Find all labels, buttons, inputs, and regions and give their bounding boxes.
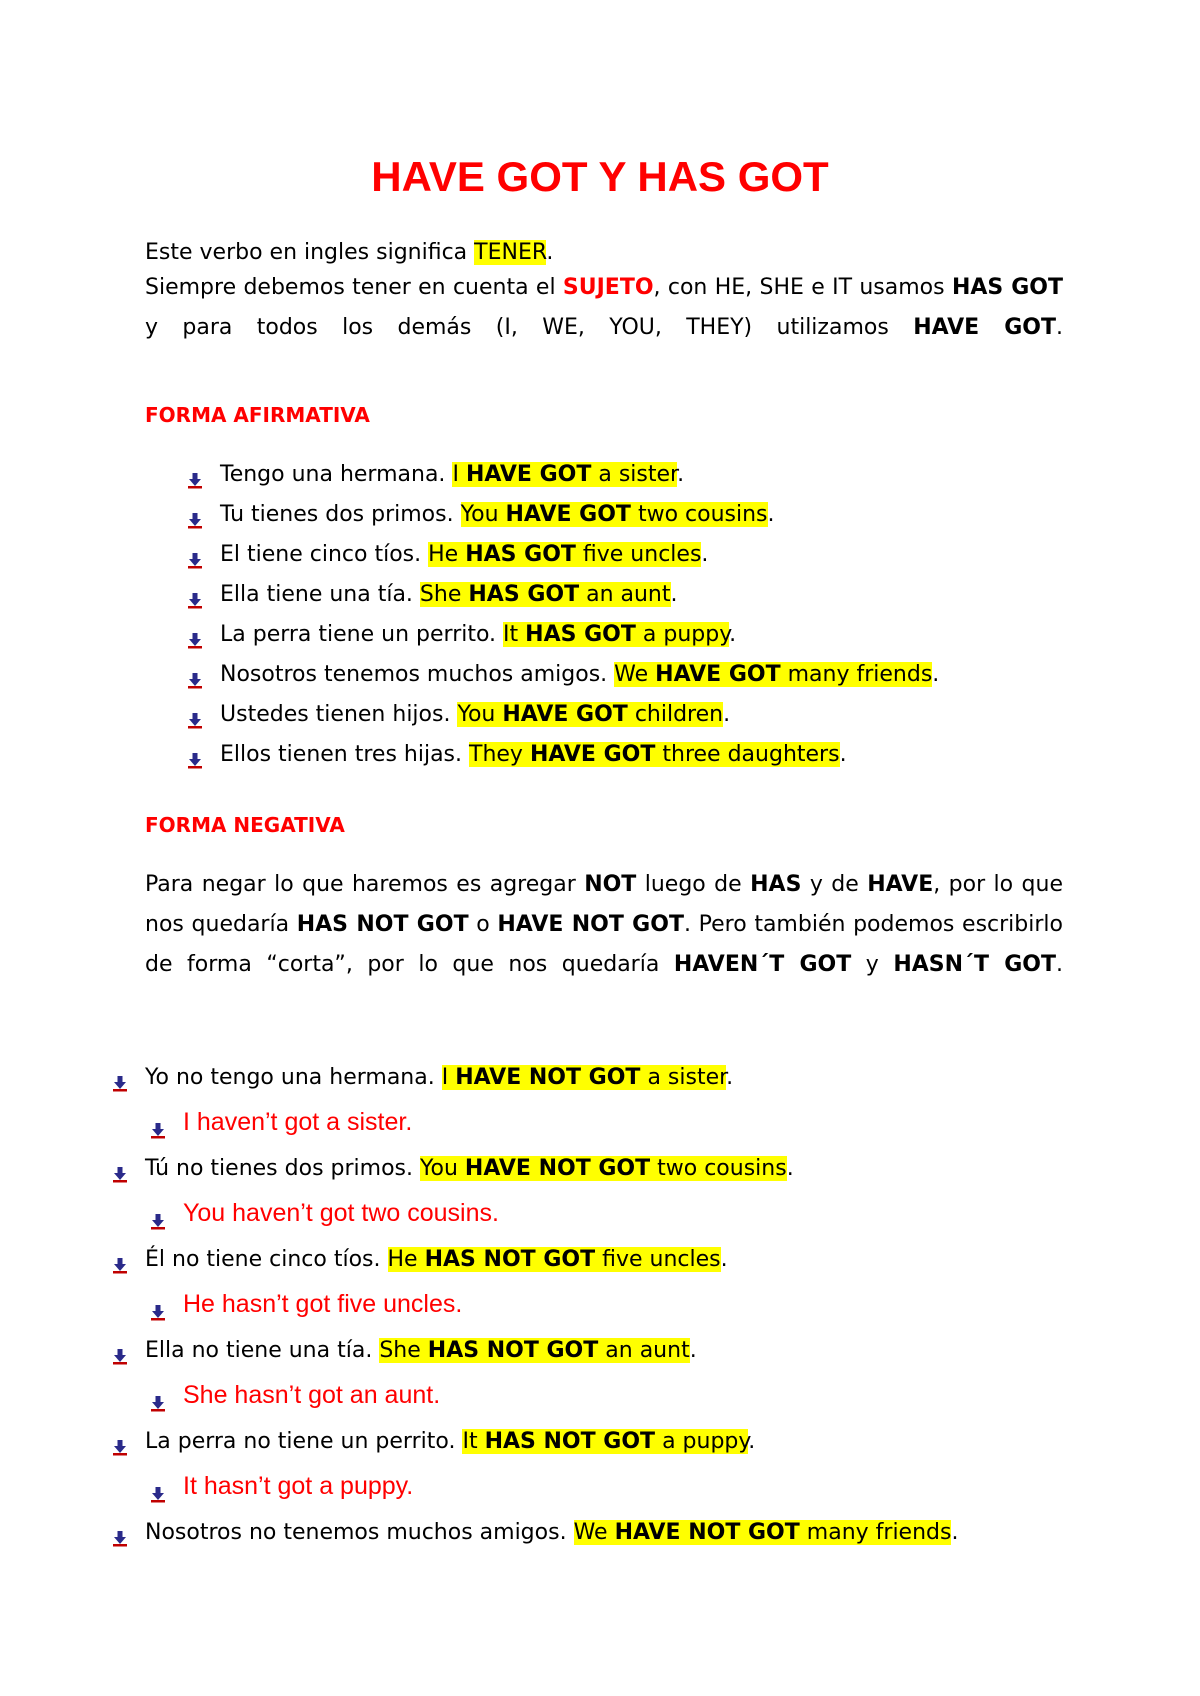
spanish-sentence: Ella tiene una tía. [220,582,413,607]
spanish-sentence: Tú no tienes dos primos. [145,1156,413,1181]
negativa-short-form: She hasn’t got an aunt. [183,1380,440,1410]
arrow-bullet-icon [111,1435,129,1453]
negativa-item: Nosotros no tenemos muchos amigos. We HAVE NOT GOT many friends. [145,1518,958,1548]
english-sentence: It HAS GOT a puppy [503,622,730,647]
arrow-bullet-icon [111,1071,129,1089]
negativa-item: Ella no tiene una tía. She HAS NOT GOT an aunt. [145,1336,697,1366]
intro-paragraph-2: Siempre debemos tener en cuenta el SUJETO, con HE, SHE e IT usamos HAS GOT y para todos los demás (I, WE, YOU, THEY) utilizamos HAVE GOT. [145,275,1063,340]
english-sentence: She HAS GOT an aunt [419,582,671,607]
arrow-bullet-icon [186,668,204,686]
spanish-sentence: La perra tiene un perrito. [220,622,497,647]
english-sentence: He HAS GOT five uncles [428,542,702,567]
spanish-sentence: Él no tiene cinco tíos. [145,1247,381,1272]
arrow-bullet-icon [186,548,204,566]
negativa-short-form: It hasn’t got a puppy. [183,1471,413,1501]
english-sentence: We HAVE NOT GOT many friends [573,1520,952,1545]
arrow-bullet-icon [186,588,204,606]
spanish-sentence: Tu tienes dos primos. [220,502,454,527]
english-sentence: He HAS NOT GOT five uncles [387,1247,721,1272]
arrow-bullet-icon [149,1207,167,1225]
negativa-item: La perra no tiene un perrito. It HAS NOT GOT a puppy. [145,1427,755,1457]
negativa-item: Yo no tengo una hermana. I HAVE NOT GOT a sister. [145,1063,733,1093]
afirmativa-item: Nosotros tenemos muchos amigos. We HAVE GOT many friends. [220,660,939,690]
negativa-short-form: He hasn’t got five uncles. [183,1289,462,1319]
english-sentence: We HAVE GOT many friends [614,662,933,687]
spanish-sentence: Tengo una hermana. [220,462,446,487]
spanish-sentence: Ellos tienen tres hijas. [220,742,463,767]
negativa-item: Él no tiene cinco tíos. He HAS NOT GOT five uncles. [145,1245,728,1275]
intro-paragraph-1: Este verbo en ingles significa TENER. [145,240,554,265]
arrow-bullet-icon [186,628,204,646]
heading-forma-afirmativa: FORMA AFIRMATIVA [145,403,370,427]
negativa-paragraph: Para negar lo que haremos es agregar NOT luego de HAS y de HAVE, por lo que nos quedaría HAS NOT GOT o HAVE NOT GOT. Pero también podemos escribirlo de forma “corta”, por lo que nos quedaría HAVEN´T GOT y HASN´T GOT. [145,872,1063,977]
english-sentence: They HAVE GOT three daughters [469,742,840,767]
english-sentence: You HAVE GOT children [457,702,724,727]
arrow-bullet-icon [111,1344,129,1362]
afirmativa-item: Tu tienes dos primos. You HAVE GOT two cousins. [220,500,775,530]
spanish-sentence: Ella no tiene una tía. [145,1338,373,1363]
english-sentence: She HAS NOT GOT an aunt [379,1338,690,1363]
arrow-bullet-icon [149,1298,167,1316]
english-sentence: It HAS NOT GOT a puppy [462,1429,749,1454]
english-sentence: You HAVE GOT two cousins [460,502,768,527]
spanish-sentence: Nosotros tenemos muchos amigos. [220,662,608,687]
negativa-item: Tú no tienes dos primos. You HAVE NOT GOT two cousins. [145,1154,794,1184]
negativa-short-form: I haven’t got a sister. [183,1107,412,1137]
english-sentence: I HAVE NOT GOT a sister [441,1065,727,1090]
afirmativa-item: Tengo una hermana. I HAVE GOT a sister. [220,460,684,490]
spanish-sentence: El tiene cinco tíos. [220,542,422,567]
arrow-bullet-icon [186,708,204,726]
afirmativa-item: Ustedes tienen hijos. You HAVE GOT children. [220,700,730,730]
afirmativa-item: La perra tiene un perrito. It HAS GOT a puppy. [220,620,736,650]
arrow-bullet-icon [111,1162,129,1180]
arrow-bullet-icon [186,748,204,766]
arrow-bullet-icon [186,468,204,486]
afirmativa-item: Ella tiene una tía. She HAS GOT an aunt. [220,580,678,610]
arrow-bullet-icon [186,508,204,526]
afirmativa-item: Ellos tienen tres hijas. They HAVE GOT three daughters. [220,740,847,770]
english-sentence: I HAVE GOT a sister [452,462,678,487]
arrow-bullet-icon [149,1480,167,1498]
negativa-short-form: You haven’t got two cousins. [183,1198,499,1228]
arrow-bullet-icon [149,1116,167,1134]
spanish-sentence: Yo no tengo una hermana. [145,1065,435,1090]
arrow-bullet-icon [111,1253,129,1271]
page-title: HAVE GOT Y HAS GOT [371,153,829,200]
heading-forma-negativa: FORMA NEGATIVA [145,813,345,837]
english-sentence: You HAVE NOT GOT two cousins [420,1156,787,1181]
spanish-sentence: Nosotros no tenemos muchos amigos. [145,1520,567,1545]
sujeto-word: SUJETO [562,275,654,300]
spanish-sentence: Ustedes tienen hijos. [220,702,451,727]
afirmativa-item: El tiene cinco tíos. He HAS GOT five uncles. [220,540,708,570]
spanish-sentence: La perra no tiene un perrito. [145,1429,456,1454]
arrow-bullet-icon [149,1389,167,1407]
highlight-tener: TENER [474,240,547,265]
arrow-bullet-icon [111,1526,129,1544]
